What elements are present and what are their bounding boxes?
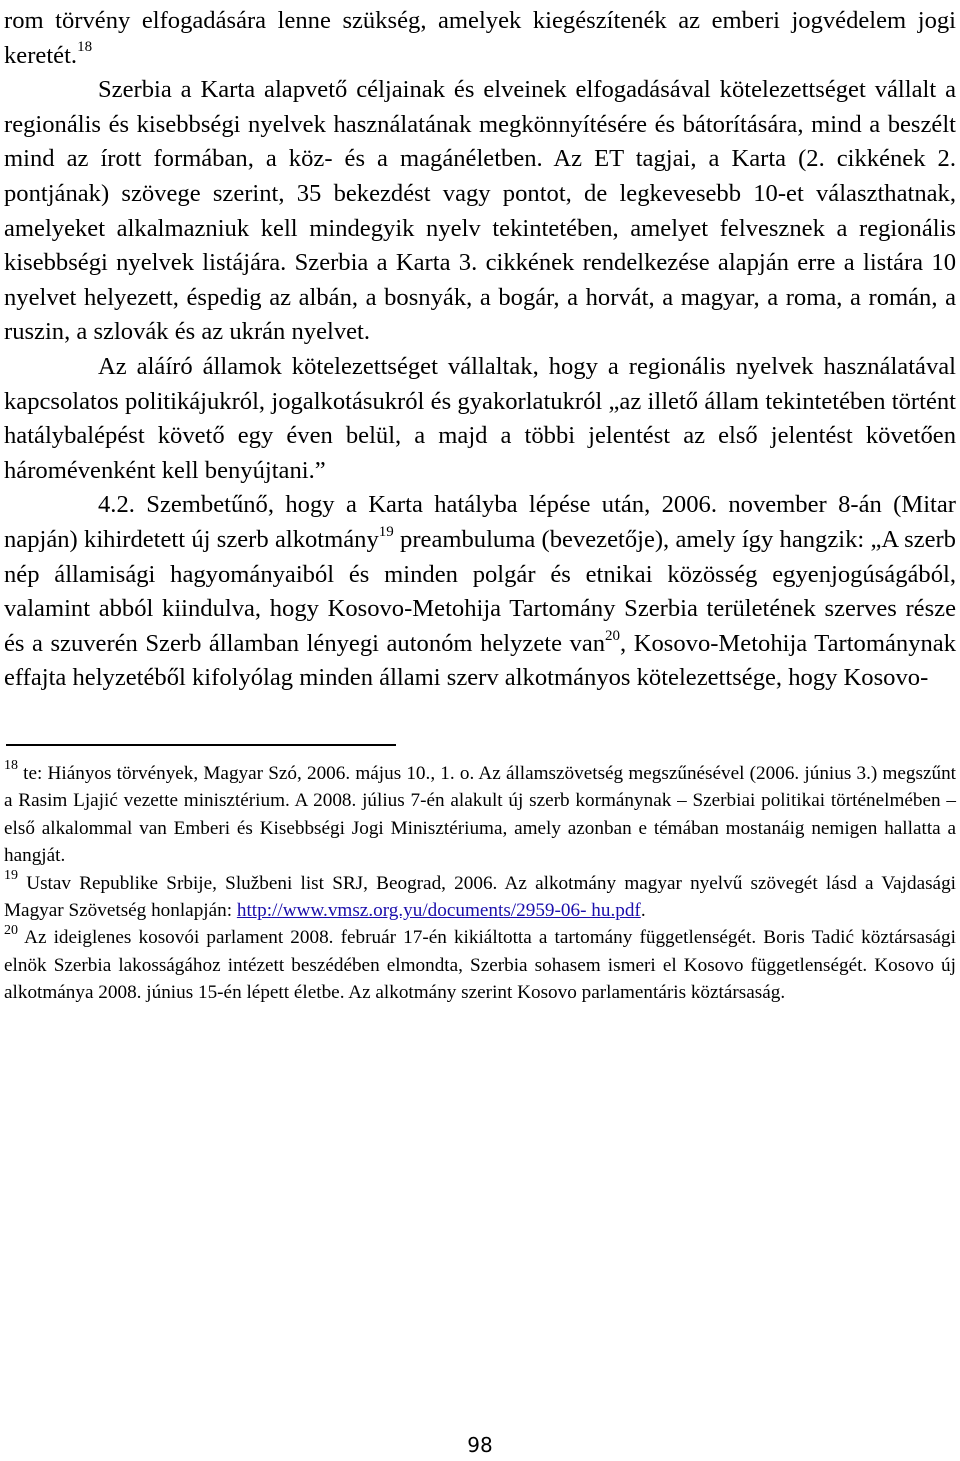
- footnote-19-end: .: [640, 899, 646, 921]
- footnote-20: [4, 924, 956, 1006]
- paragraph-4-text-a: 4.2. Szembetűnő, hogy a Karta hatályba lépése után, 2006. november 8-án (Mitar napján) kihirdetett új szerb alkotmány: [4, 491, 956, 553]
- footnote-19-number: 19: [4, 868, 18, 884]
- footnote-ref-18[interactable]: 18: [77, 39, 93, 56]
- paragraph-4: [4, 488, 956, 696]
- paragraph-1: [4, 4, 956, 73]
- paragraph-1-text: rom törvény elfogadására lenne szükség, amelyek kiegészítenék az emberi jogvédelem jogi keretét.: [4, 7, 956, 69]
- footnote-18: [4, 760, 956, 870]
- main-text: [4, 4, 956, 696]
- footnote-18-text: te: Hiányos törvények, Magyar Szó, 2006. május 10., 1. o. Az államszövetség megszűnésével (2006. június 3.) megszűnt a Rasim Ljajić vezette minisztérium. A 2008. július 7-én alakult új szerb kormánynak – Szerbiai politikai történelmében – első alkalommal van Emberi és Kisebbségi Jogi Minisztériuma, amely azonban e témában mostanáig nemigen hallatta a hangját.: [4, 762, 956, 867]
- footnote-20-text: Az ideiglenes kosovói parlament 2008. február 17-én kikiáltotta a tartomány függetlenségét. Boris Tadić köztársasági elnök Szerbia lakosságához intézett beszédében elmondta, Szerbia sohasem ismeri el Kosovo függetlenségét. Kosovo új alkotmánya 2008. június 15-én lépett életbe. Az alkotmány szerint Kosovo parlamentáris köztársaság.: [4, 927, 956, 1004]
- footnote-ref-20[interactable]: 20: [605, 627, 621, 644]
- paragraph-4-text-b: preambuluma (bevezetője), amely így hangzik: „A szerb nép államisági hagyományaiból és minden polgár és etnikai közösség egyenjogúságából, valamint abból kiindulva, hogy Kosovo-Metohija Tartomány Szerbia területének szerves része és a szuverén Szerb államban lényegi autonóm helyzete van: [4, 525, 956, 657]
- page-number: 98: [467, 1433, 493, 1457]
- vmsz-link[interactable]: http://www.vmsz.org.yu/documents/2959-06- hu.pdf: [236, 899, 641, 921]
- footnote-20-number: 20: [4, 922, 18, 938]
- footnote-separator: [6, 744, 396, 746]
- paragraph-2: Szerbia a Karta alapvető céljainak és elveinek elfogadásával kötelezettséget vállalt a regionális és kisebbségi nyelvek használatának megkönnyítésére és bátorítására, mind a beszélt mind az írott formában, a köz- és a magánéletben. Az ET tagjai, a Karta (2. cikkének 2. pontjának) szövege szerint, 35 bekezdést vagy pontot, de legkevesebb 10-et választhatnak, amelyeket alkalmazniuk kell mindegyik nyelv tekintetében, amelyet felvesznek a regionális kisebbségi nyelvek listájára. Szerbia a Karta 3. cikkének rendelkezése alapján erre a listára 10 nyelvet helyezett, éspedig az albán, a bosnyák, a bogár, a horvát, a magyar, a roma, a román, a ruszin, a szlovák és az ukrán nyelvet.: [4, 76, 956, 346]
- footnote-18-number: 18: [4, 758, 18, 774]
- footnote-19: [4, 870, 956, 925]
- paragraph-4-text-c: , Kosovo-Metohija Tartománynak effajta helyzetéből kifolyólag minden állami szerv alkotmányos kötelezettsége, hogy Kosovo-: [4, 629, 956, 692]
- footnotes: [4, 760, 956, 1007]
- footnote-ref-19[interactable]: 19: [378, 523, 394, 540]
- paragraph-3: Az aláíró államok kötelezettséget vállaltak, hogy a regionális nyelvek használatával kapcsolatos politikájukról, jogalkotásukról és gyakorlatukról „az illető állam tekintetében történt hatálybalépést követő egy éven belül, a majd a többi jelentést az első jelentést követően háromévenként kell benyújtani.”: [4, 352, 956, 484]
- footnote-19-text: Ustav Republike Srbije, Službeni list SRJ, Beograd, 2006. Az alkotmány magyar nyelvű szövegét lásd a Vajdasági Magyar Szövetség honlapján:: [4, 872, 956, 921]
